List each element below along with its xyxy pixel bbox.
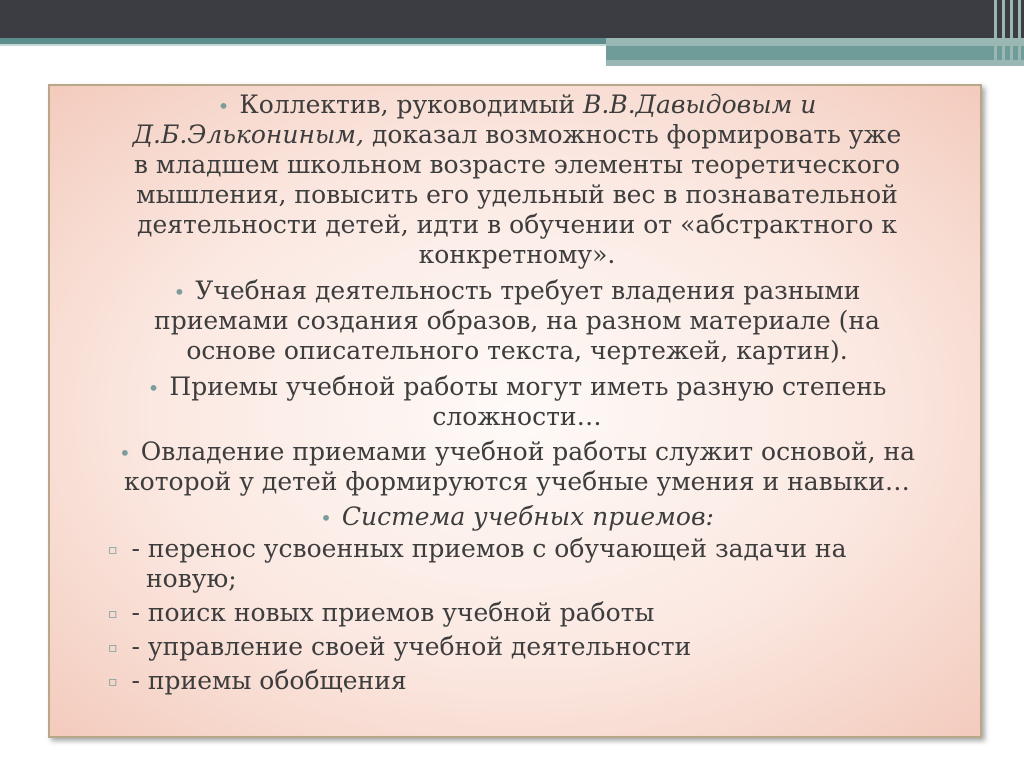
- bullet-5-line-1: [50, 502, 984, 533]
- text: Система учебных приемов:: [341, 502, 714, 531]
- sub-bullet-icon: ▫: [108, 542, 118, 558]
- bullet-1-line-6: конкретному».: [418, 240, 616, 269]
- bullet-3-line-1: [50, 372, 984, 403]
- bullet-icon: •: [118, 441, 131, 465]
- bullet-4-line-2: которой у детей формируются учебные умения и навыки…: [124, 467, 910, 496]
- bullet-1-line-4: мышления, повысить его удельный вес в познавательной: [136, 180, 898, 209]
- bullet-icon: •: [217, 94, 230, 118]
- sub-item-4: [50, 666, 1024, 697]
- top-stripe-right: [606, 38, 1024, 66]
- corner-line: [994, 0, 997, 66]
- text: - управление своей учебной деятельности: [131, 632, 692, 661]
- sub-bullet-icon: ▫: [108, 606, 118, 622]
- top-bar: [0, 0, 1024, 38]
- corner-lines: [990, 0, 1024, 66]
- sub-item-1-line-2: новую;: [146, 564, 237, 593]
- text: Приемы учебной работы могут иметь разную степень: [169, 372, 887, 401]
- bullet-2-line-3: основе описательного текста, чертежей, картин).: [186, 336, 848, 365]
- text: Коллектив, руководимый: [239, 90, 583, 119]
- bullet-2-line-2: приемами создания образов, на разном материале (на: [154, 306, 880, 335]
- bullet-3-line-2: сложности…: [432, 402, 602, 431]
- bullet-icon: •: [320, 506, 332, 530]
- corner-line: [1018, 0, 1021, 66]
- content-panel: [48, 84, 982, 738]
- sub-bullet-icon: ▫: [108, 640, 118, 656]
- top-stripe-right-inner: [606, 46, 1024, 60]
- bullet-2-line-1: [50, 276, 984, 307]
- bullet-1-line-1: [50, 90, 984, 121]
- text: Овладение приемами учебной работы служит основой, на: [140, 437, 916, 466]
- bullet-icon: •: [147, 376, 160, 400]
- sub-bullet-icon: ▫: [108, 674, 118, 690]
- corner-line: [1010, 0, 1013, 66]
- bullet-1-line-2: [50, 120, 984, 150]
- bullet-1-line-5: деятельности детей, идти в обучении от «абстрактного к: [137, 210, 897, 239]
- text: - перенос усвоенных приемов с обучающей задачи на: [131, 534, 847, 563]
- sub-item-1-line-1: [50, 534, 1024, 565]
- author-names: В.В.Давыдовым и: [583, 90, 817, 119]
- bullet-4-line-1: [50, 437, 984, 468]
- text: Учебная деятельность требует владения разными: [195, 276, 861, 305]
- sub-item-2: [50, 598, 1024, 629]
- text: - приемы обобщения: [131, 666, 407, 695]
- author-names: Д.Б.Элькониным,: [132, 120, 364, 149]
- corner-line: [1002, 0, 1005, 66]
- text: - поиск новых приемов учебной работы: [131, 598, 655, 627]
- sub-item-3: [50, 632, 1024, 663]
- bullet-icon: •: [173, 280, 186, 304]
- text: доказал возможность формировать уже: [364, 120, 902, 149]
- bullet-1-line-3: в младшем школьном возрасте элементы теоретического: [133, 150, 901, 179]
